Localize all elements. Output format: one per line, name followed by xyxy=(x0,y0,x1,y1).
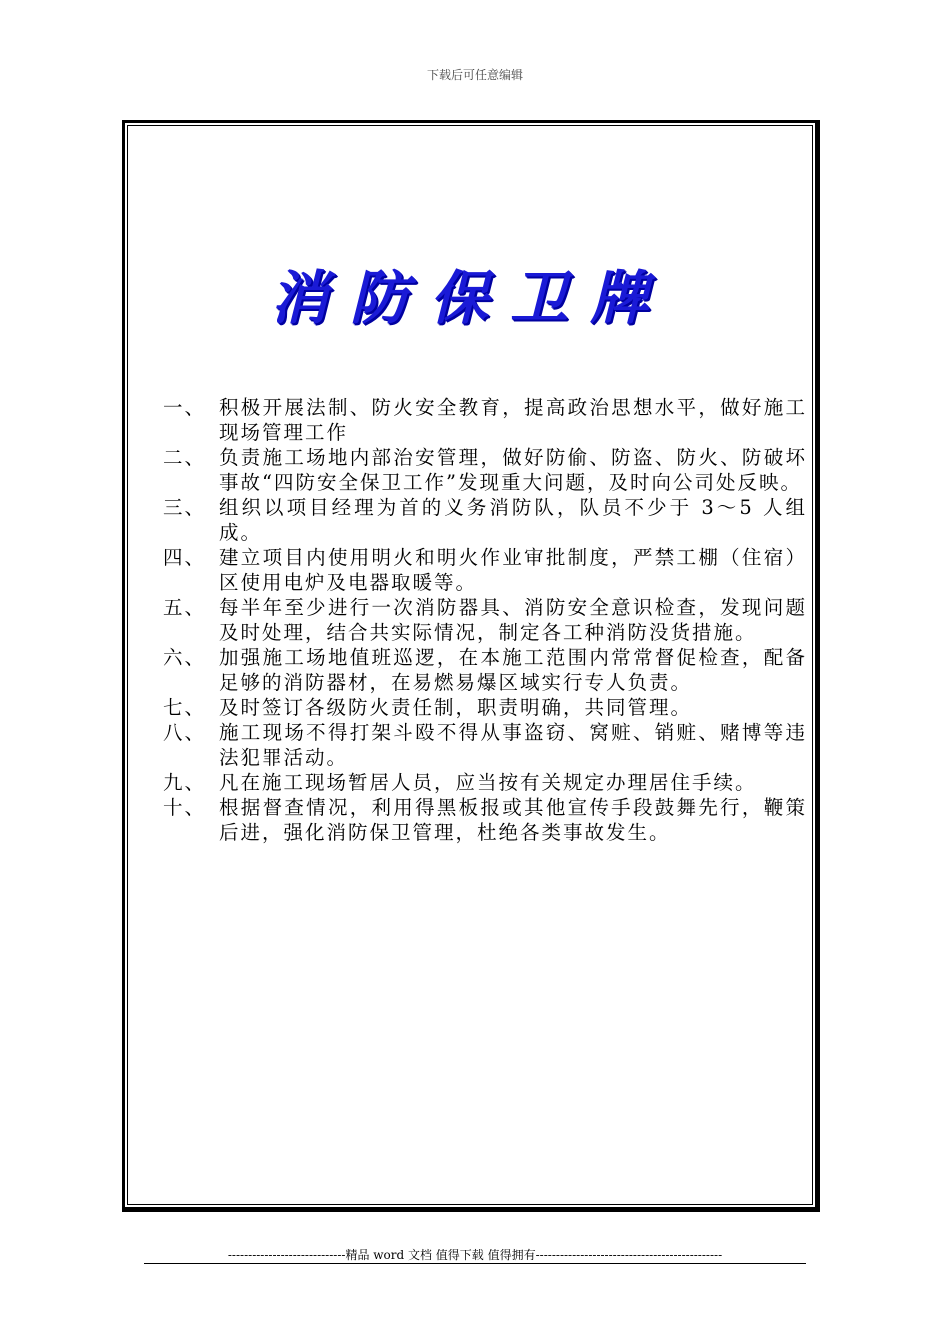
rule-number: 六、 xyxy=(163,646,207,669)
rule-item xyxy=(163,595,807,645)
rule-text: 负责施工场地内部治安管理，做好防偷、防盗、防火、防破坏事故“四防安全保卫工作”发现重大问题，及时向公司处反映。 xyxy=(219,446,807,494)
rule-item xyxy=(163,545,807,595)
rule-number: 二、 xyxy=(163,446,207,469)
notice-board-frame xyxy=(122,120,820,1212)
header-note: 下载后可任意编辑 xyxy=(426,68,523,82)
rule-text: 每半年至少进行一次消防器具、消防安全意识检查，发现问题及时处理，结合共实际情况，制定各工种消防没货措施。 xyxy=(219,596,807,644)
rule-text: 组织以项目经理为首的义务消防队，队员不少于 3～5 人组成。 xyxy=(219,496,807,544)
rule-item xyxy=(163,695,807,720)
rule-number: 一、 xyxy=(163,396,207,419)
rule-number: 五、 xyxy=(163,596,207,619)
rule-item xyxy=(163,720,807,770)
rule-item xyxy=(163,395,807,445)
rule-number: 八、 xyxy=(163,721,207,744)
rule-item xyxy=(163,770,807,795)
rules-list xyxy=(163,395,807,845)
rule-number: 三、 xyxy=(163,496,207,519)
board-title: 消防保卫牌 xyxy=(269,264,670,332)
rule-item xyxy=(163,445,807,495)
rule-item xyxy=(163,495,807,545)
rule-number: 十、 xyxy=(163,796,207,819)
rule-item xyxy=(163,645,807,695)
footer-divider xyxy=(144,1263,806,1264)
rule-text: 施工现场不得打架斗殴不得从事盗窃、窝赃、销赃、赌博等违法犯罪活动。 xyxy=(219,721,807,769)
rule-number: 四、 xyxy=(163,546,207,569)
rule-text: 建立项目内使用明火和明火作业审批制度，严禁工棚（住宿）区使用电炉及电器取暖等。 xyxy=(219,546,807,594)
footer-note: -----------------------------精品 word 文档 值得下载 值得拥有---------------------------------------------- xyxy=(227,1248,723,1262)
rule-text: 凡在施工现场暂居人员，应当按有关规定办理居住手续。 xyxy=(219,771,757,794)
rule-item xyxy=(163,795,807,845)
rule-text: 根据督查情况，利用得黑板报或其他宣传手段鼓舞先行，鞭策后进，强化消防保卫管理，杜绝各类事故发生。 xyxy=(219,796,807,844)
rule-text: 及时签订各级防火责任制，职责明确，共同管理。 xyxy=(219,696,693,719)
rule-text: 加强施工场地值班巡逻，在本施工范围内常常督促检查，配备足够的消防器材，在易燃易爆区域实行专人负责。 xyxy=(219,646,807,694)
rule-text: 积极开展法制、防火安全教育，提高政治思想水平，做好施工现场管理工作 xyxy=(219,396,807,444)
rule-number: 九、 xyxy=(163,771,207,794)
rule-number: 七、 xyxy=(163,696,207,719)
